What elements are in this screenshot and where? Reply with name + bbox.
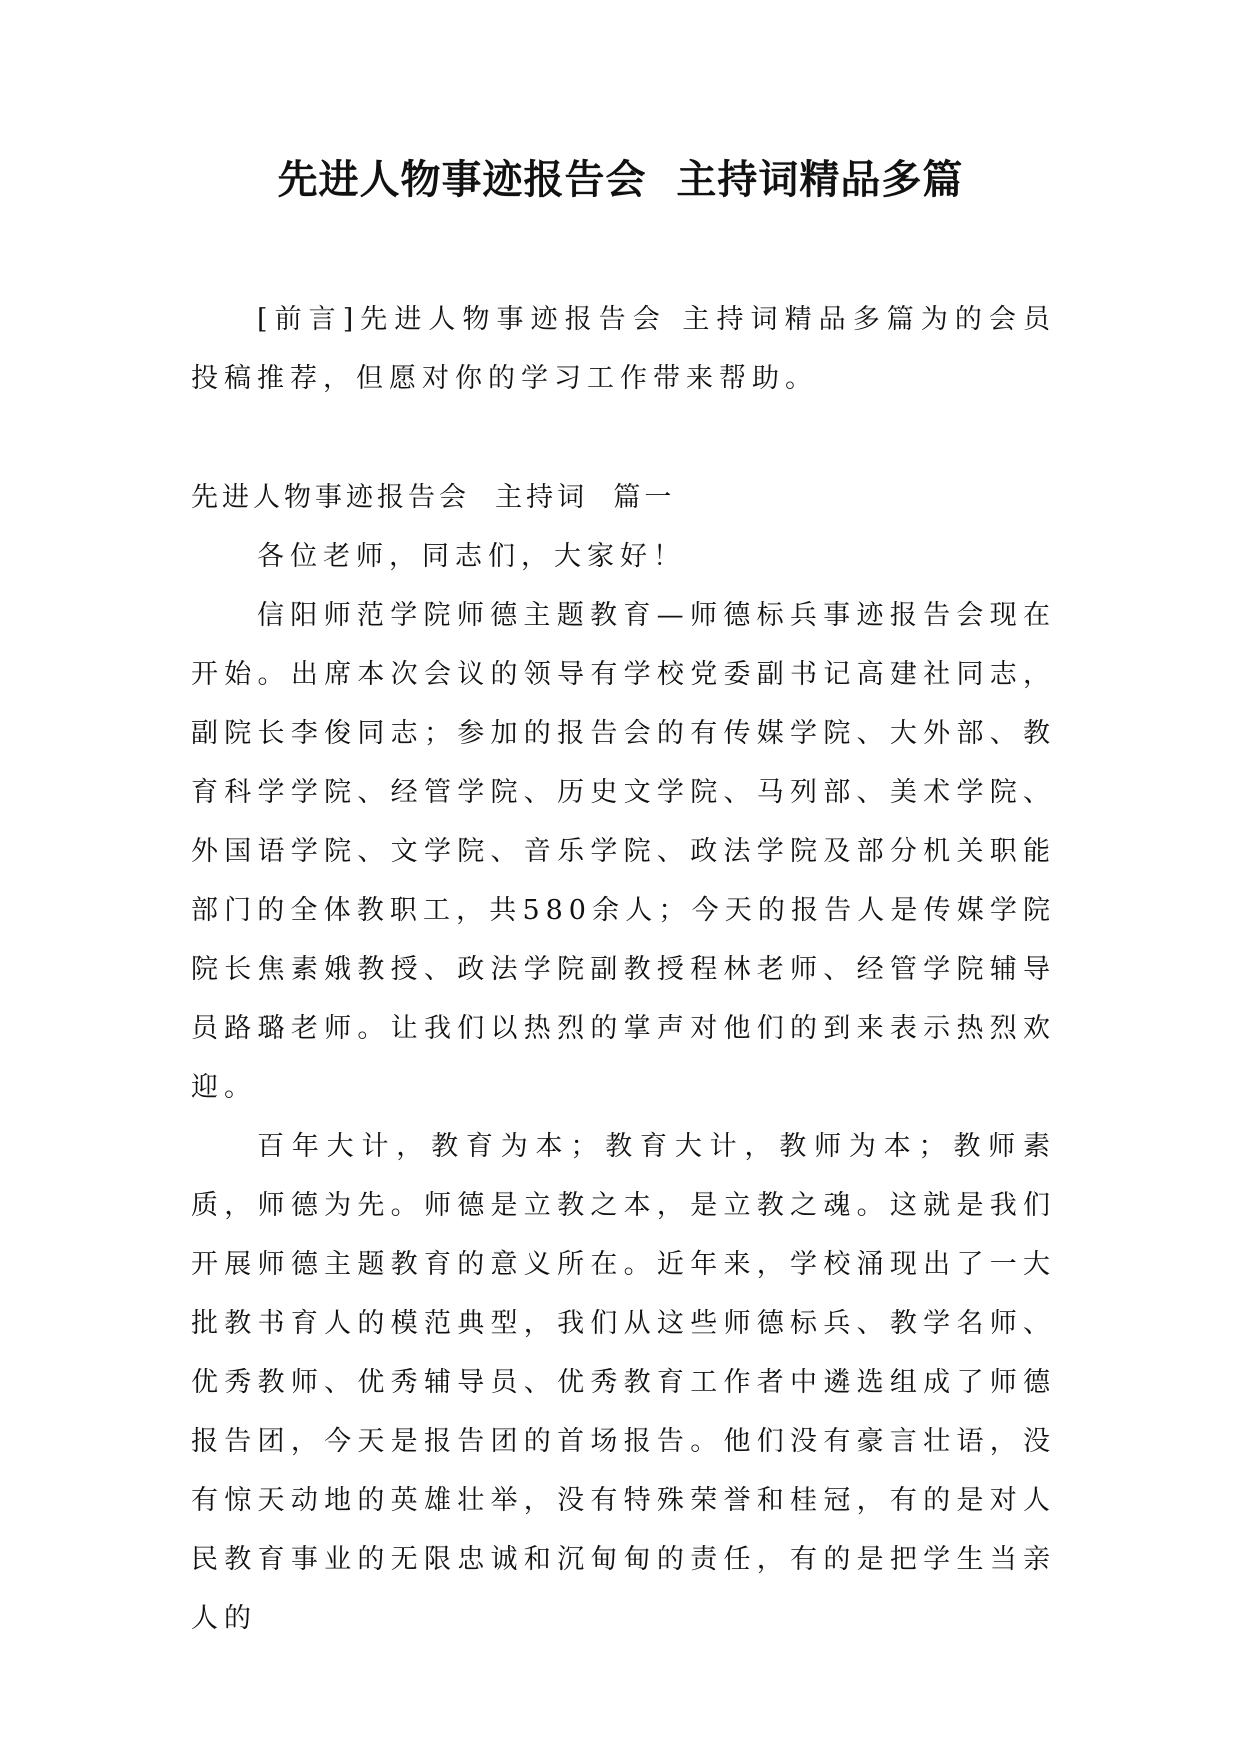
preface-paragraph: [前言]先进人物事迹报告会 主持词精品多篇为的会员投稿推荐，但愿对你的学习工作带来帮助。 (191, 304, 1056, 394)
document-title: 先进人物事迹报告会 主持词精品多篇 (277, 157, 964, 203)
body-paragraph-1: 各位老师，同志们，大家好！ (257, 541, 686, 572)
document-body (191, 290, 1056, 1648)
body-paragraph-2: 信阳师范学院师德主题教育—师德标兵事迹报告会现在开始。出席本次会议的领导有学校党委副书记高建社同志，副院长李俊同志；参加的报告会的有传媒学院、大外部、教育科学学院、经管学院、历史文学院、马列部、美术学院、外国语学院、文学院、音乐学院、政法学院及部分机关职能部门的全体教职工，共580余人；今天的报告人是传媒学院院长焦素娥教授、政法学院副教授程林老师、经管学院辅导员路璐老师。让我们以热烈的掌声对他们的到来表示热烈欢迎。 (191, 600, 1056, 1103)
body-paragraph-3: 百年大计，教育为本；教育大计，教师为本；教师素质，师德为先。师德是立教之本，是立教之魂。这就是我们开展师德主题教育的意义所在。近年来，学校涌现出了一大批教书育人的模范典型，我们从这些师德标兵、教学名师、优秀教师、优秀辅导员、优秀教育工作者中遴选组成了师德报告团，今天是报告团的首场报告。他们没有豪言壮语，没有惊天动地的英雄壮举，没有特殊荣誉和桂冠，有的是对人民教育事业的无限忠诚和沉甸甸的责任，有的是把学生当亲人的 (191, 1131, 1056, 1634)
section-heading: 先进人物事迹报告会 主持词 篇一 (191, 482, 676, 513)
